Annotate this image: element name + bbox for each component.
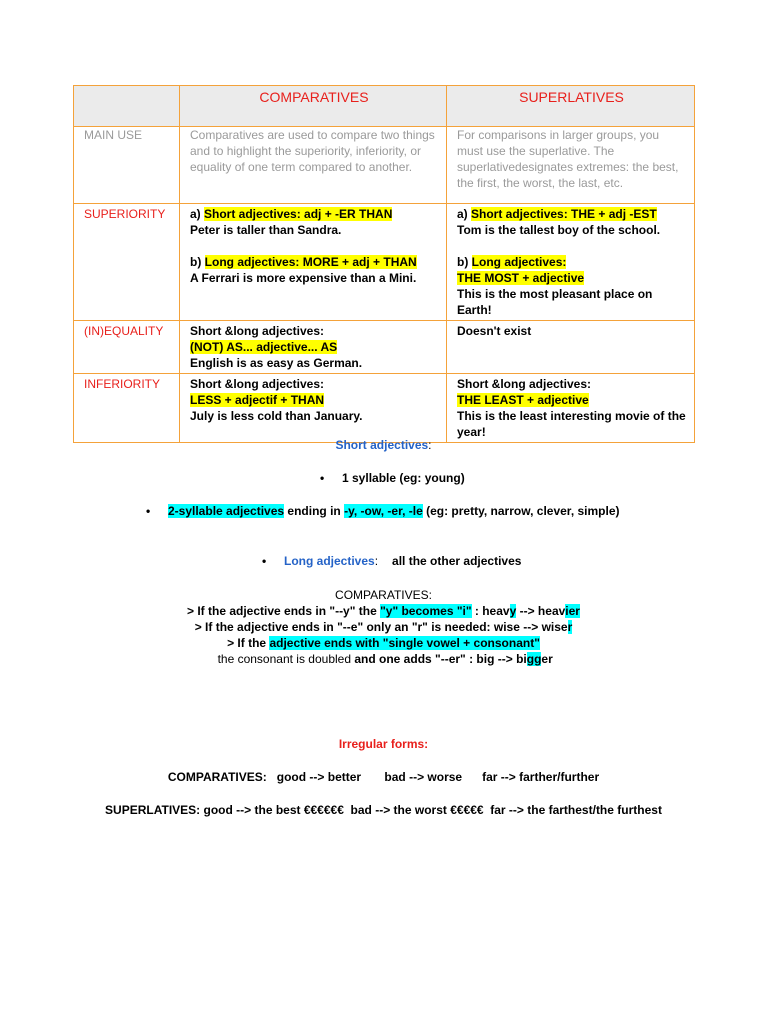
- row-label-main-use: MAIN USE: [74, 127, 180, 204]
- comp-a-prefix: a): [190, 207, 205, 221]
- inf-comp-example: July is less cold than January.: [190, 409, 363, 423]
- inf-comp-rule: LESS + adjectif + THAN: [190, 393, 325, 407]
- inferiority-superlatives: [447, 374, 695, 443]
- rule1-c: --> heav: [516, 604, 566, 618]
- inf-comp-intro: Short &long adjectives:: [190, 377, 325, 391]
- long-adjectives-colon: :: [374, 554, 379, 568]
- rule3-a: > If the: [227, 636, 270, 650]
- short-adjectives-title: Short adjectives: [335, 438, 429, 452]
- table-row-superiority: [74, 204, 695, 321]
- table-row-equality: [74, 321, 695, 374]
- comp-b-rule: Long adjectives: MORE + adj + THAN: [204, 255, 417, 269]
- rule2-highlight-r: r: [567, 620, 573, 634]
- long-adjectives-text: all the other adjectives: [392, 554, 522, 568]
- rule3-b: the consonant is doubled: [214, 652, 352, 666]
- sup-a-example: Tom is the tallest boy of the school.: [457, 223, 661, 237]
- comparatives-rules: [73, 587, 694, 667]
- equality-superlatives: Doesn't exist: [447, 321, 695, 374]
- irregular-superlatives: SUPERLATIVES: good --> the best €€€€€€ bad --> the worst €€€€€ far --> the farthest/the furthest: [105, 803, 662, 817]
- header-comparatives: COMPARATIVES: [180, 86, 447, 127]
- sup-b-prefix: b): [457, 255, 472, 269]
- rule1-highlight: "y" becomes "i": [380, 604, 472, 618]
- inf-sup-intro: Short &long adjectives:: [457, 377, 592, 391]
- inferiority-comparatives: [180, 374, 447, 443]
- bullet-one-syllable-text: 1 syllable (eg: young): [342, 471, 465, 485]
- bullet-dot-icon: •: [146, 504, 151, 518]
- header-superlatives: SUPERLATIVES: [447, 86, 695, 127]
- short-adjectives-heading: [73, 437, 694, 453]
- bullet-dot-icon: •: [320, 471, 325, 485]
- two-syllable-mid: ending in: [284, 504, 345, 518]
- rule3-d: er: [541, 652, 553, 666]
- superiority-superlatives: [447, 204, 695, 321]
- header-empty-cell: [74, 86, 180, 127]
- two-syllable-highlight: 2-syllable adjectives: [168, 504, 285, 518]
- rule1-highlight-y: y: [509, 604, 517, 618]
- list-item-long-adjectives: [262, 553, 521, 569]
- sup-b-rule1: Long adjectives:: [471, 255, 567, 269]
- irregular-comparatives: COMPARATIVES: good --> better bad --> worse far --> farther/further: [167, 770, 600, 784]
- comp-a-rule: Short adjectives: adj + -ER THAN: [204, 207, 393, 221]
- rule3-highlight: adjective ends with "single vowel + consonant": [269, 636, 540, 650]
- list-item-two-syllable: [146, 503, 620, 519]
- list-item-one-syllable: [320, 470, 465, 486]
- rule1-a: > If the adjective ends in "--y" the: [187, 604, 381, 618]
- bullet-dot-icon: •: [262, 554, 267, 568]
- row-label-equality: (IN)EQUALITY: [74, 321, 180, 374]
- short-adjectives-colon: :: [428, 438, 432, 452]
- table-row-main-use: [74, 127, 695, 204]
- eq-example: English is as easy as German.: [190, 356, 363, 370]
- sup-a-rule: Short adjectives: THE + adj -EST: [471, 207, 657, 221]
- inf-sup-rule: THE LEAST + adjective: [457, 393, 589, 407]
- grammar-table: [73, 85, 695, 443]
- rule1-highlight-ier: ier: [565, 604, 580, 618]
- row-label-superiority: SUPERIORITY: [74, 204, 180, 321]
- sup-b-rule2: THE MOST + adjective: [457, 271, 585, 285]
- superiority-comparatives: [180, 204, 447, 321]
- long-adjectives-title: Long adjectives: [284, 554, 375, 568]
- irregular-forms-title: Irregular forms:: [338, 737, 429, 751]
- rule2-a: > If the adjective ends in "--e" only an "r" is needed: wise --> wise: [194, 620, 568, 634]
- main-use-superlatives: For comparisons in larger groups, you must use the superlative. The superlativedesignates extremes: the best, the first, the worst, the last, etc.: [447, 127, 695, 204]
- table-header-row: [74, 86, 695, 127]
- sup-b-example: This is the most pleasant place on Earth!: [457, 287, 653, 317]
- two-syllable-end: (eg: pretty, narrow, clever, simple): [422, 504, 620, 518]
- main-use-comparatives: Comparatives are used to compare two things and to highlight the superiority, inferiority, or equality of one term compared to another.: [180, 127, 447, 204]
- endings-highlight: -y, -ow, -er, -le: [344, 504, 423, 518]
- rule3-c: and one adds "--er" : big --> bi: [351, 652, 527, 666]
- eq-intro: Short &long adjectives:: [190, 324, 325, 338]
- sup-a-prefix: a): [457, 207, 472, 221]
- row-label-inferiority: INFERIORITY: [74, 374, 180, 443]
- comp-a-example: Peter is taller than Sandra.: [190, 223, 342, 237]
- eq-rule: (NOT) AS... adjective... AS: [190, 340, 338, 354]
- table-row-inferiority: [74, 374, 695, 443]
- comparatives-rules-title: COMPARATIVES:: [335, 588, 432, 602]
- rule3-highlight-gg: gg: [526, 652, 542, 666]
- comp-b-prefix: b): [190, 255, 205, 269]
- inf-sup-example: This is the least interesting movie of the year!: [457, 409, 686, 439]
- rule1-b: : heav: [471, 604, 510, 618]
- comp-b-example: A Ferrari is more expensive than a Mini.: [190, 271, 417, 285]
- equality-comparatives: [180, 321, 447, 374]
